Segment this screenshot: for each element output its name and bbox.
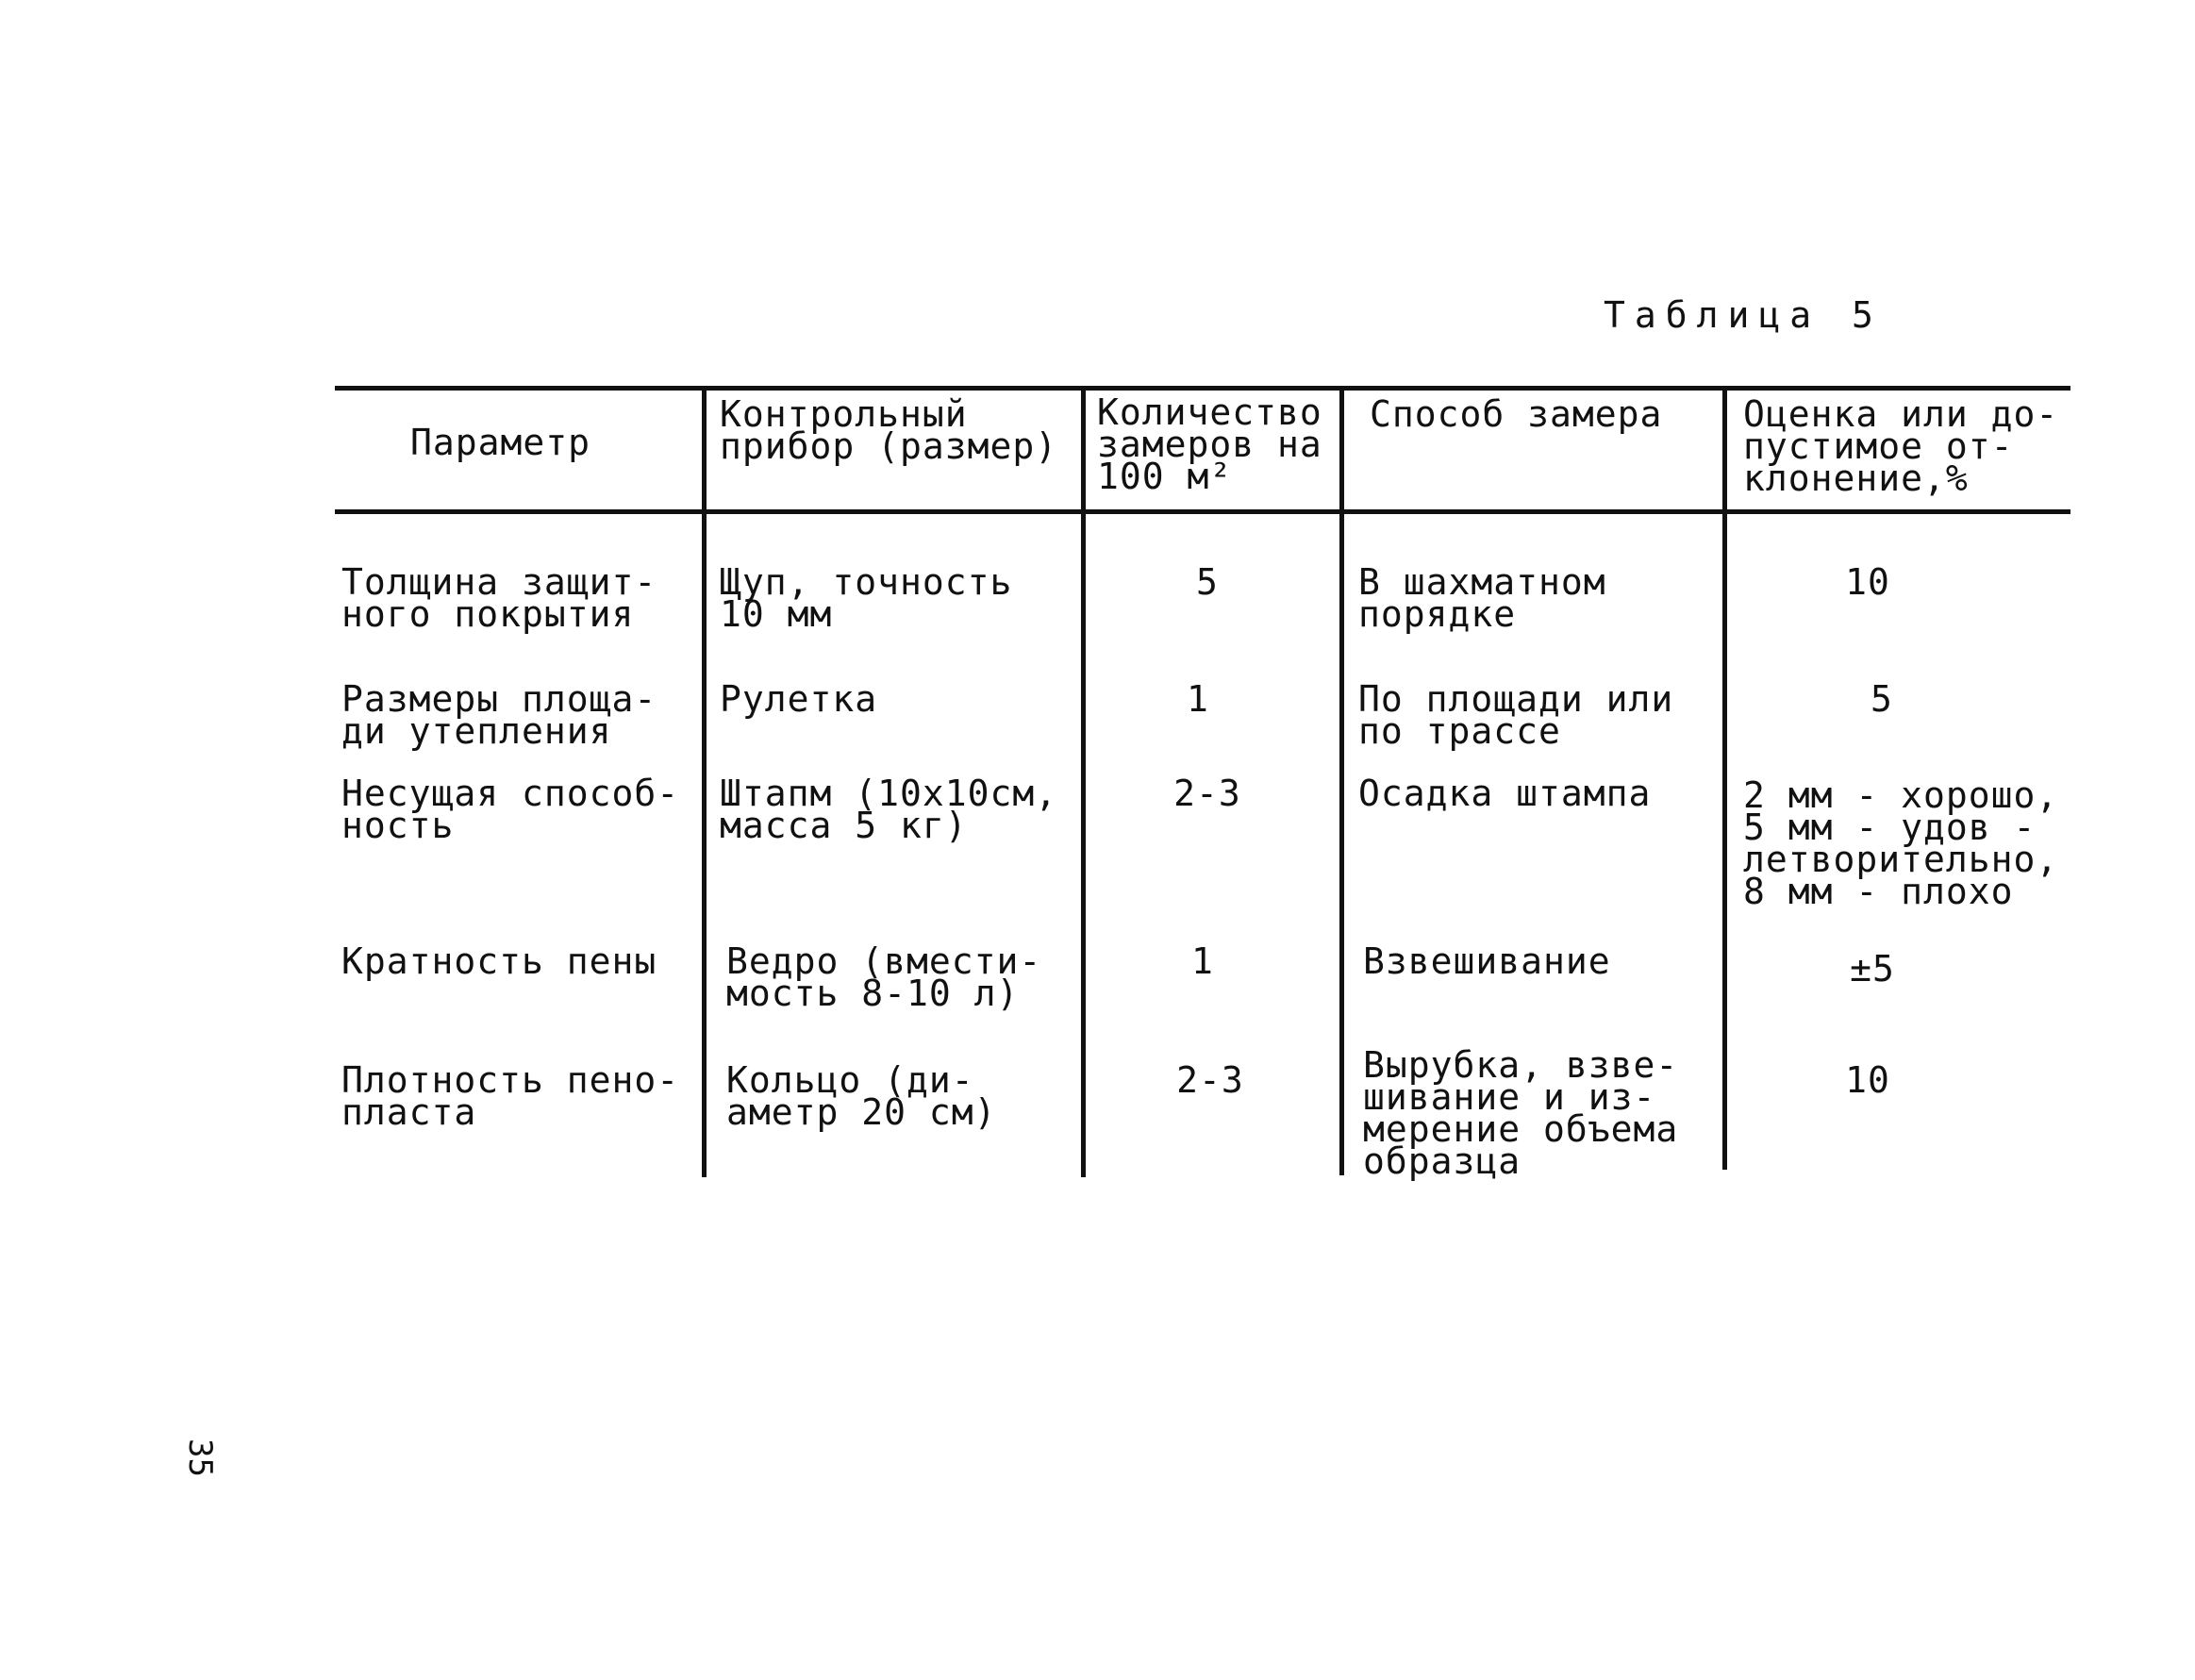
header-device: Контрольный прибор (размер): [720, 393, 1058, 467]
column-divider: [1339, 389, 1344, 1175]
table-top-rule: [335, 386, 2070, 391]
row-3-count: 2-3: [1173, 773, 1241, 814]
table-header-rule: [335, 509, 2070, 514]
column-divider: [1722, 389, 1727, 1170]
row-3-method: Осадка штампа: [1358, 773, 1652, 814]
row-3-estimate: 2 мм - хорошо, 5 мм - удов - летворительно, 8 мм - плохо: [1743, 774, 2059, 912]
header-count: Количество замеров на 100 м²: [1097, 391, 1322, 497]
row-2-parameter: Размеры площа- ди утепления: [341, 678, 657, 752]
header-method: Способ замера: [1370, 393, 1663, 435]
row-3-parameter: Несущая способ- ность: [341, 773, 680, 846]
column-divider: [702, 389, 707, 1177]
row-1-device: Щуп, точность 10 мм: [720, 561, 1013, 635]
row-3-device: Штапм (10x10см, масса 5 кг): [720, 773, 1058, 846]
page-number: 35: [181, 1439, 219, 1477]
row-5-estimate: 10: [1845, 1059, 1890, 1101]
row-1-estimate: 10: [1845, 561, 1890, 603]
row-5-count: 2-3: [1176, 1059, 1244, 1101]
row-5-parameter: Плотность пено- пласта: [341, 1059, 680, 1133]
header-estimate: Оценка или до- пустимое от- клонение,%: [1743, 393, 2059, 499]
row-4-method: Взвешивание: [1363, 940, 1611, 982]
row-4-parameter: Кратность пены: [341, 940, 657, 982]
row-5-method: Вырубка, взве- шивание и из- мерение объема образца: [1363, 1044, 1679, 1182]
row-1-method: В шахматном порядке: [1358, 561, 1606, 635]
row-2-device: Рулетка: [720, 678, 878, 720]
row-1-count: 5: [1196, 561, 1219, 603]
row-2-count: 1: [1187, 678, 1209, 720]
row-4-count: 1: [1191, 940, 1214, 982]
column-divider: [1081, 389, 1086, 1177]
row-1-parameter: Толщина защит- ного покрытия: [341, 561, 657, 635]
row-2-estimate: 5: [1871, 678, 1893, 720]
row-2-method: По площади или по трассе: [1358, 678, 1674, 752]
table-caption: Таблица 5: [1604, 294, 1883, 336]
row-4-estimate: ±5: [1850, 948, 1895, 990]
row-4-device: Ведро (вмести- мость 8-10 л): [726, 940, 1042, 1014]
header-parameter: Параметр: [410, 422, 591, 463]
row-5-device: Кольцо (ди- аметр 20 см): [726, 1059, 997, 1133]
